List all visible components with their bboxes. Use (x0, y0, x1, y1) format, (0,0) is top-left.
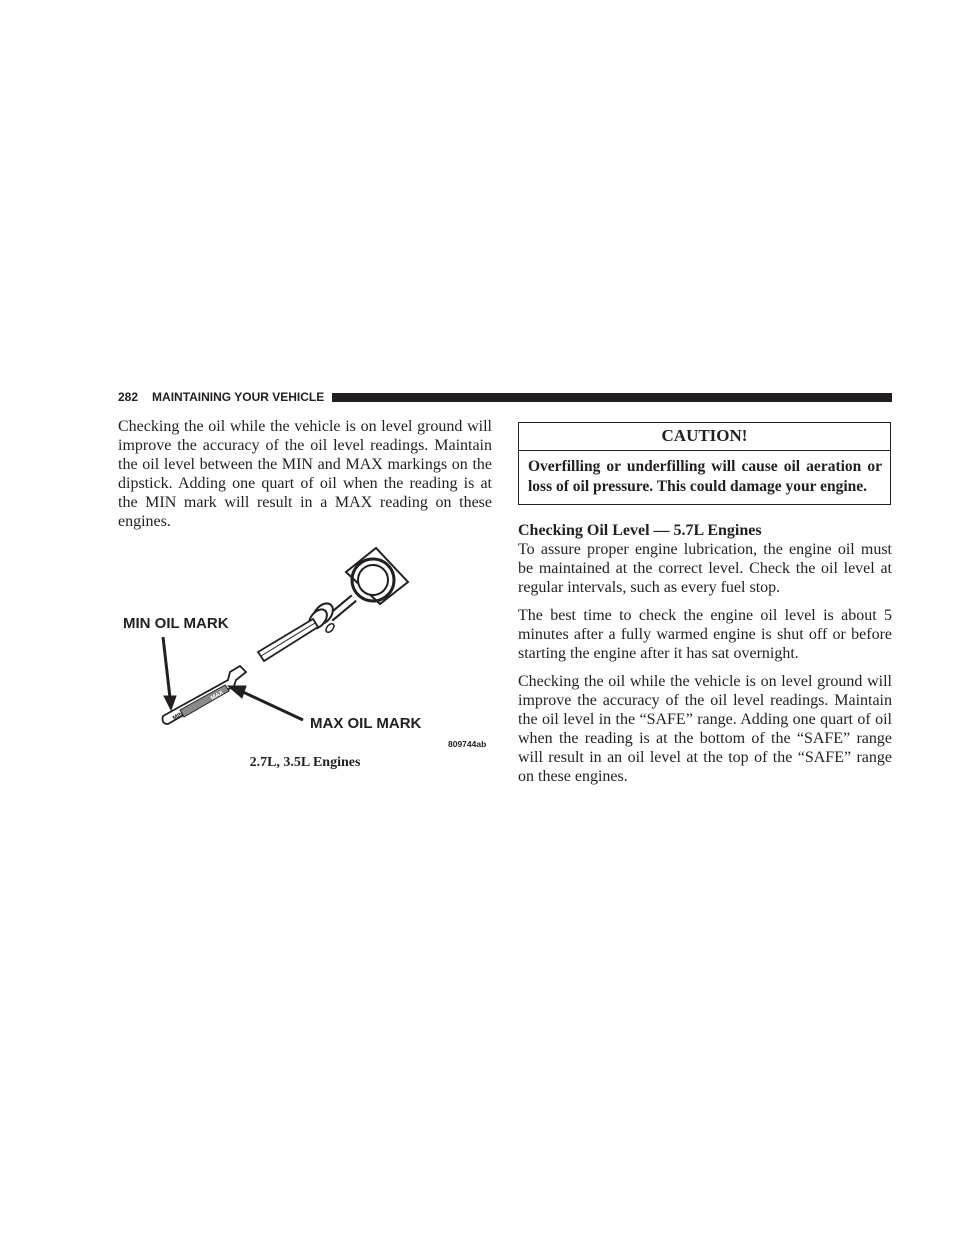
figure-code: 809744ab (448, 739, 487, 749)
dipstick-min-text: MIN (172, 711, 185, 722)
section-title: MAINTAINING YOUR VEHICLE (152, 390, 325, 404)
dipstick-handle (306, 548, 408, 634)
subheading-5-7l: Checking Oil Level — 5.7L Engines (518, 522, 762, 539)
figure-caption: 2.7L, 3.5L Engines (249, 755, 361, 770)
dipstick-illustration (118, 540, 492, 750)
paragraph-best-time: The best time to check the engine oil level is about 5 minutes after a fully warmed engine is shut off or before starting the engine after it has sat overnight. (518, 607, 892, 662)
page-header (118, 390, 892, 404)
max-oil-mark-label: MAX OIL MARK (310, 715, 422, 732)
max-arrow (228, 686, 303, 720)
header-rule (332, 393, 892, 402)
page-number: 282 (118, 390, 139, 404)
dipstick-max-text: MAX (210, 690, 225, 702)
paragraph-safe-range: Checking the oil while the vehicle is on level ground will improve the accuracy of the oil level readings. Maintain the oil level in the “SAFE” range. Adding one quart of oil when the reading is at the bottom of the “SAFE” range will result in an oil level at the top of the “SAFE” range on these engines. (518, 673, 892, 785)
dipstick-upper-blade (258, 619, 318, 661)
dipstick-figure (118, 540, 492, 750)
caution-title: CAUTION! (519, 423, 890, 451)
left-column (118, 417, 492, 531)
right-column (518, 422, 892, 786)
min-oil-mark-label: MIN OIL MARK (123, 615, 229, 632)
caution-body: Overfilling or underfilling will cause oil aeration or loss of oil pressure. This could damage your engine. (528, 458, 882, 495)
caution-box (518, 422, 891, 505)
intro-paragraph: Checking the oil while the vehicle is on level ground will improve the accuracy of the oil level readings. Maintain the oil level between the MIN and MAX markings on the dipstick. Adding one quart of oil when the reading is at the MIN mark will result in a MAX reading on these engines. (118, 418, 492, 530)
min-arrow (163, 637, 176, 710)
paragraph-lubrication: To assure proper engine lubrication, the engine oil must be maintained at the correct level. Check the oil level at regular intervals, such as every fuel stop. (518, 541, 892, 596)
